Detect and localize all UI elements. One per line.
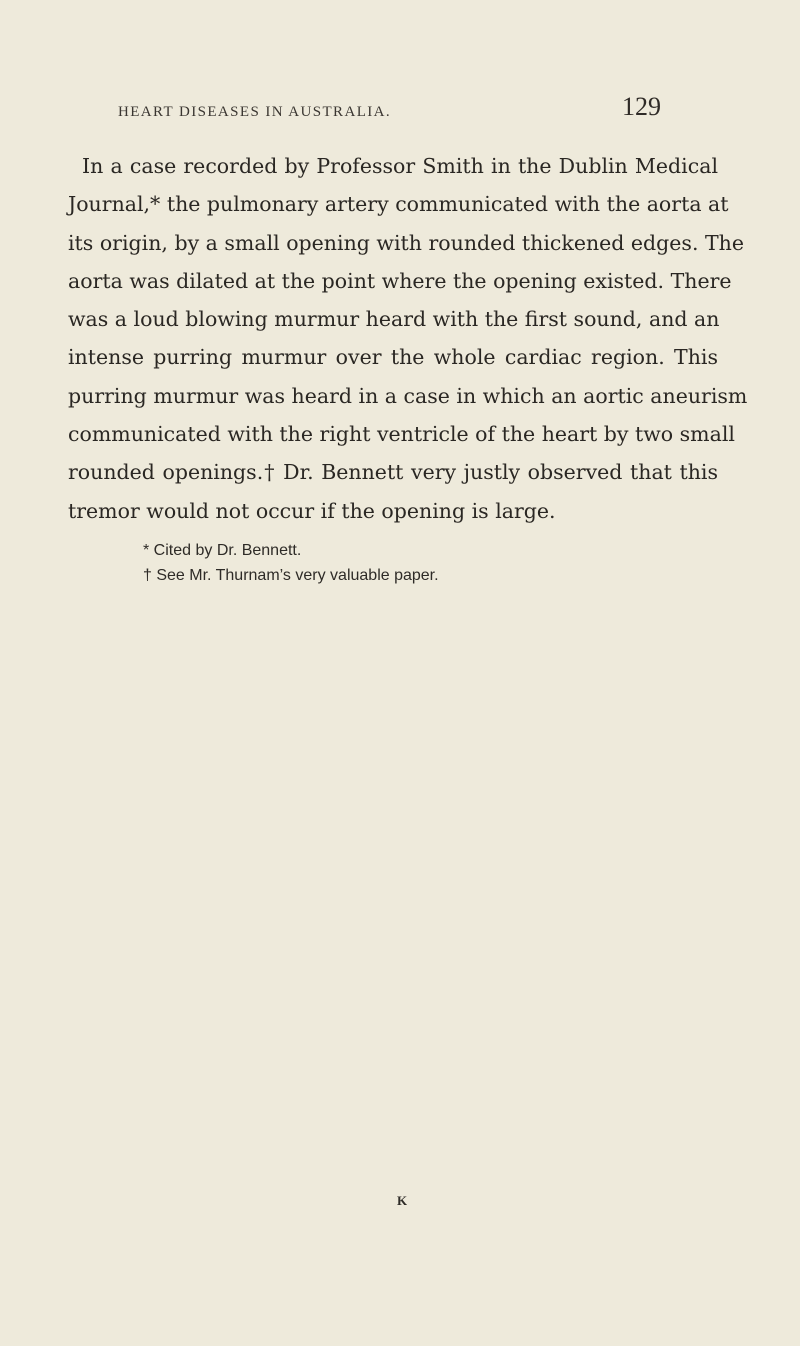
paragraph-line: its origin, by a small opening with rounded thickened edges. The (68, 230, 744, 255)
paragraph-line: purring murmur was heard in a case in which an aortic aneurism (68, 383, 748, 408)
paragraph-line: aorta was dilated at the point where the opening existed. There (68, 268, 732, 293)
running-head: HEART DISEASES IN AUSTRALIA. (118, 104, 392, 120)
footnote-asterisk: * Cited by Dr. Bennett. (143, 542, 302, 559)
footnote-dagger: † See Mr. Thurnam’s very valuable paper. (143, 567, 439, 584)
paragraph-line: communicated with the right ventricle of the heart by two small (68, 422, 735, 447)
body-paragraph (68, 147, 748, 530)
paragraph-line: intense purring murmur over the whole cardiac region. This (68, 345, 718, 370)
paragraph-line: Journal,* the pulmonary artery communicated with the aorta at (68, 192, 729, 217)
paragraph-line: tremor would not occur if the opening is large. (68, 498, 556, 523)
page-number: 129 (622, 92, 661, 121)
paragraph-line: In a case recorded by Professor Smith in the Dublin Medical (82, 154, 718, 178)
signature-mark: K (397, 1193, 408, 1208)
paragraph-line: was a loud blowing murmur heard with the first sound, and an (68, 307, 720, 332)
footnotes (143, 538, 439, 588)
paragraph-line: rounded openings.† Dr. Bennett very justly observed that this (68, 460, 718, 485)
